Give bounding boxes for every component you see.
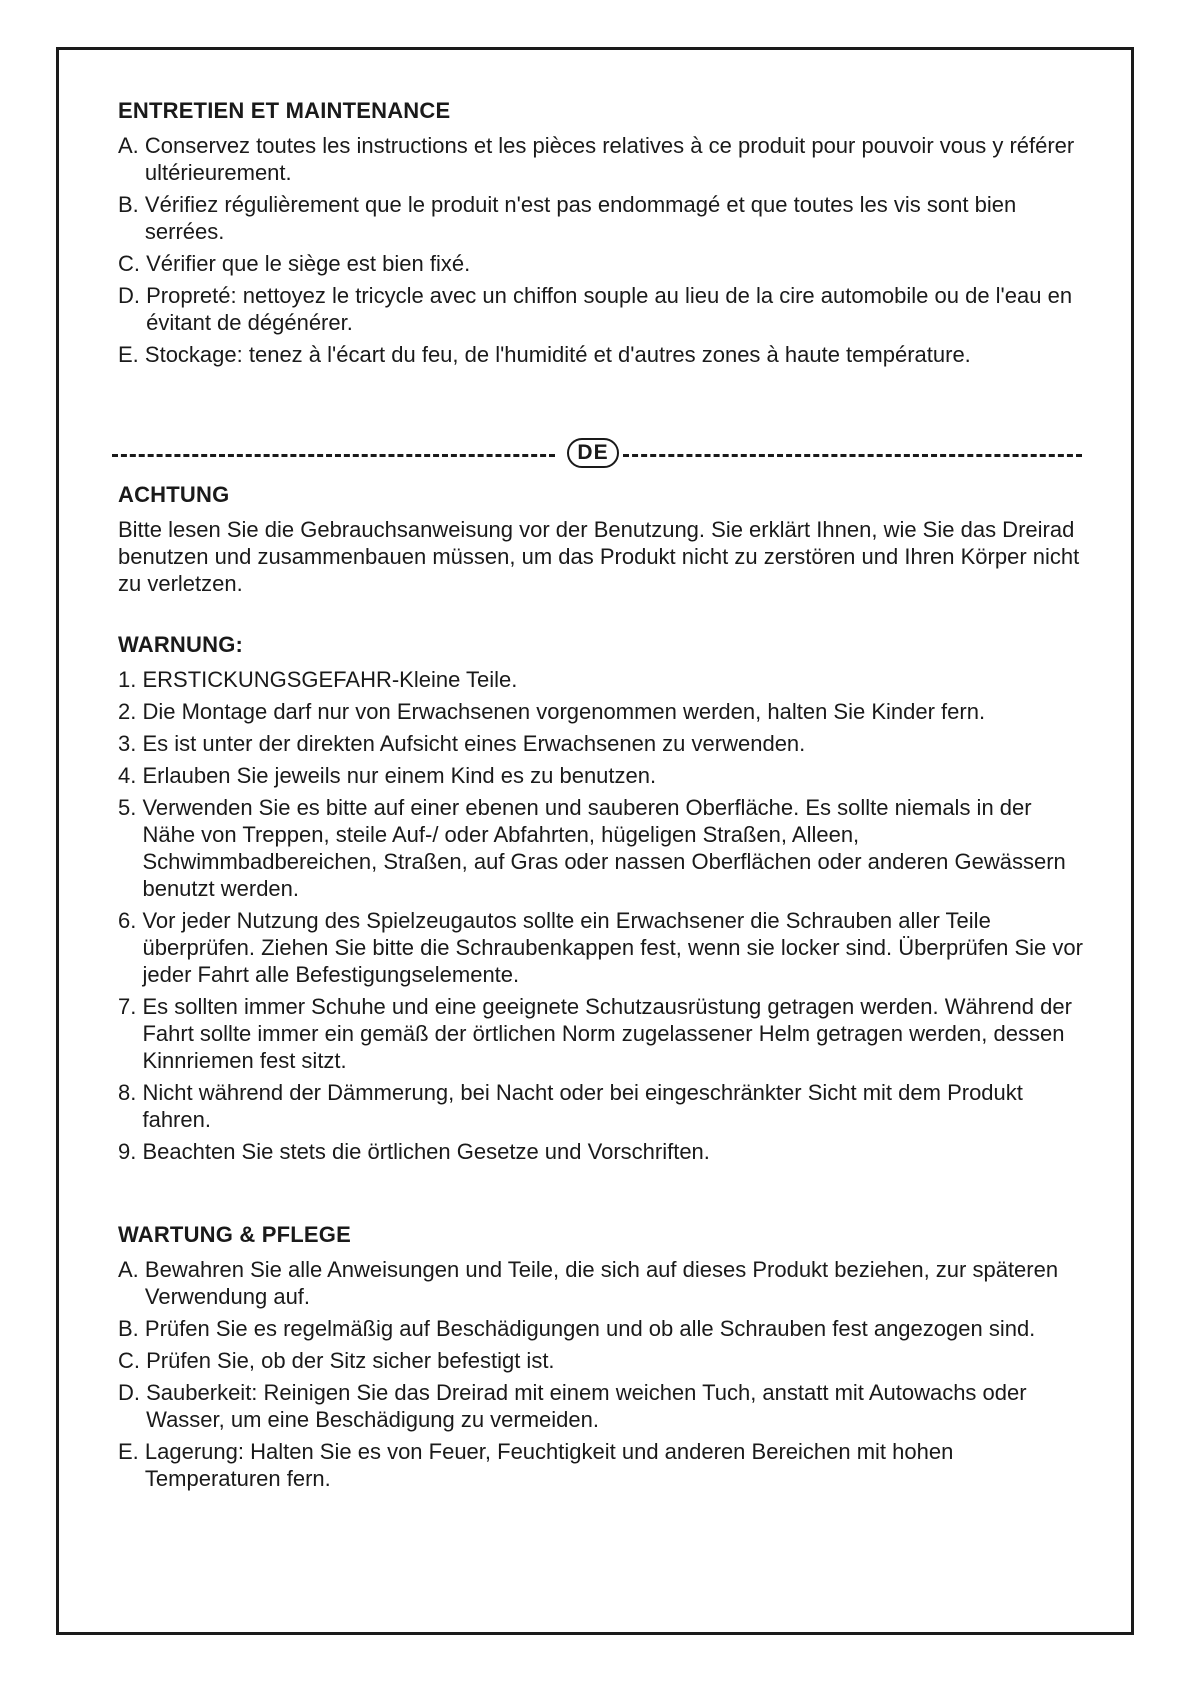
list-item — [118, 191, 1088, 245]
list-text: Erlauben Sie jeweils nur einem Kind es zu benutzen. — [142, 763, 657, 788]
list-marker: 3. — [118, 731, 143, 756]
list-item — [118, 730, 1088, 757]
list-marker: 1. — [118, 667, 143, 692]
wartung-heading: WARTUNG & PFLEGE — [118, 1222, 351, 1247]
warnung-list — [118, 666, 1088, 1165]
language-divider — [112, 438, 1082, 472]
list-marker: B. — [118, 1316, 145, 1341]
list-marker: C. — [118, 251, 147, 276]
list-text: Es ist unter der direkten Aufsicht eines Erwachsenen zu verwenden. — [142, 731, 806, 756]
list-marker: 7. — [118, 994, 143, 1019]
list-marker: D. — [118, 1380, 147, 1405]
list-item — [118, 762, 1088, 789]
list-item — [118, 1347, 1088, 1374]
list-item — [118, 1379, 1088, 1433]
list-item — [118, 1079, 1088, 1133]
list-text: Es sollten immer Schuhe und eine geeignete Schutzausrüstung getragen werden. Während der Fahrt sollte immer ein gemäß der örtlichen Norm zugelassener Helm getragen werden, dessen Kinnriemen fest sitzt. — [142, 994, 1072, 1073]
list-marker: A. — [118, 133, 145, 158]
list-marker: 5. — [118, 795, 143, 820]
list-item — [118, 666, 1088, 693]
list-item — [118, 698, 1088, 725]
list-text: ERSTICKUNGSGEFAHR-Kleine Teile. — [142, 667, 518, 692]
warnung-section — [118, 632, 1088, 1170]
list-text: Stockage: tenez à l'écart du feu, de l'humidité et d'autres zones à haute température. — [144, 342, 971, 367]
list-marker: B. — [118, 192, 145, 217]
list-text: Bewahren Sie alle Anweisungen und Teile, die sich auf dieses Produkt beziehen, zur späteren Verwendung auf. — [144, 1257, 1059, 1309]
list-marker: C. — [118, 1348, 147, 1373]
list-text: Conservez toutes les instructions et les pièces relatives à ce produit pour pouvoir vous y référer ultérieurement. — [144, 133, 1075, 185]
list-text: Sauberkeit: Reinigen Sie das Dreirad mit einem weichen Tuch, anstatt mit Autowachs oder Wasser, um eine Beschädigung zu vermeiden. — [146, 1380, 1027, 1432]
list-marker: 9. — [118, 1139, 143, 1164]
list-text: Vérifiez régulièrement que le produit n'est pas endommagé et que toutes les vis sont bien serrées. — [144, 192, 1017, 244]
fr-maintenance-heading: ENTRETIEN ET MAINTENANCE — [118, 98, 451, 123]
list-text: Die Montage darf nur von Erwachsenen vorgenommen werden, halten Sie Kinder fern. — [142, 699, 986, 724]
list-item — [118, 1438, 1088, 1492]
achtung-heading: ACHTUNG — [118, 482, 230, 507]
divider-dashes-right — [623, 454, 1082, 457]
warnung-heading: WARNUNG: — [118, 632, 244, 657]
list-item — [118, 132, 1088, 186]
list-item — [118, 341, 1088, 368]
list-text: Vor jeder Nutzung des Spielzeugautos sollte ein Erwachsener die Schrauben aller Teile überprüfen. Ziehen Sie bitte die Schraubenkappen fest, wenn sie locker sind. Überprüfen Sie vor jeder Fahrt alle Befestigungselemente. — [142, 908, 1083, 987]
list-text: Lagerung: Halten Sie es von Feuer, Feuchtigkeit und anderen Bereichen mit hohen Temperaturen fern. — [144, 1439, 954, 1491]
list-marker: E. — [118, 1439, 145, 1464]
list-text: Verwenden Sie es bitte auf einer ebenen und sauberen Oberfläche. Es sollte niemals in der Nähe von Treppen, steile Auf-/ oder Abfahrten, hügeligen Straßen, Alleen, Schwimmbadbereichen, Straßen, auf Gras oder nassen Oberflächen oder anderen Gewässern benutzt werden. — [142, 795, 1066, 901]
list-text: Prüfen Sie, ob der Sitz sicher befestigt ist. — [146, 1348, 555, 1373]
list-item — [118, 1256, 1088, 1310]
wartung-section — [118, 1222, 1088, 1497]
list-item — [118, 907, 1088, 988]
list-text: Vérifier que le siège est bien fixé. — [146, 251, 471, 276]
list-marker: 4. — [118, 763, 143, 788]
wartung-list — [118, 1256, 1088, 1492]
list-item — [118, 250, 1088, 277]
achtung-section — [118, 482, 1088, 597]
list-marker: D. — [118, 283, 147, 308]
list-item — [118, 993, 1088, 1074]
list-text: Prüfen Sie es regelmäßig auf Beschädigungen und ob alle Schrauben fest angezogen sind. — [144, 1316, 1036, 1341]
list-marker: E. — [118, 342, 145, 367]
list-text: Propreté: nettoyez le tricycle avec un chiffon souple au lieu de la cire automobile ou de l'eau en évitant de dégénérer. — [146, 283, 1073, 335]
list-item — [118, 1315, 1088, 1342]
language-badge: DE — [567, 438, 619, 468]
fr-maintenance-section — [118, 98, 1088, 373]
list-marker: 6. — [118, 908, 143, 933]
fr-maintenance-list — [118, 132, 1088, 368]
list-item — [118, 794, 1088, 902]
list-marker: 8. — [118, 1080, 143, 1105]
list-marker: A. — [118, 1257, 145, 1282]
list-item — [118, 282, 1088, 336]
list-item — [118, 1138, 1088, 1165]
divider-dashes-left — [112, 454, 555, 457]
achtung-text: Bitte lesen Sie die Gebrauchsanweisung vor der Benutzung. Sie erklärt Ihnen, wie Sie das Dreirad benutzen und zusammenbauen müssen, um das Produkt nicht zu zerstören und Ihren Körper nicht zu verletzen. — [118, 517, 1080, 596]
list-text: Nicht während der Dämmerung, bei Nacht oder bei eingeschränkter Sicht mit dem Produkt fahren. — [142, 1080, 1023, 1132]
list-text: Beachten Sie stets die örtlichen Gesetze und Vorschriften. — [142, 1139, 710, 1164]
list-marker: 2. — [118, 699, 143, 724]
